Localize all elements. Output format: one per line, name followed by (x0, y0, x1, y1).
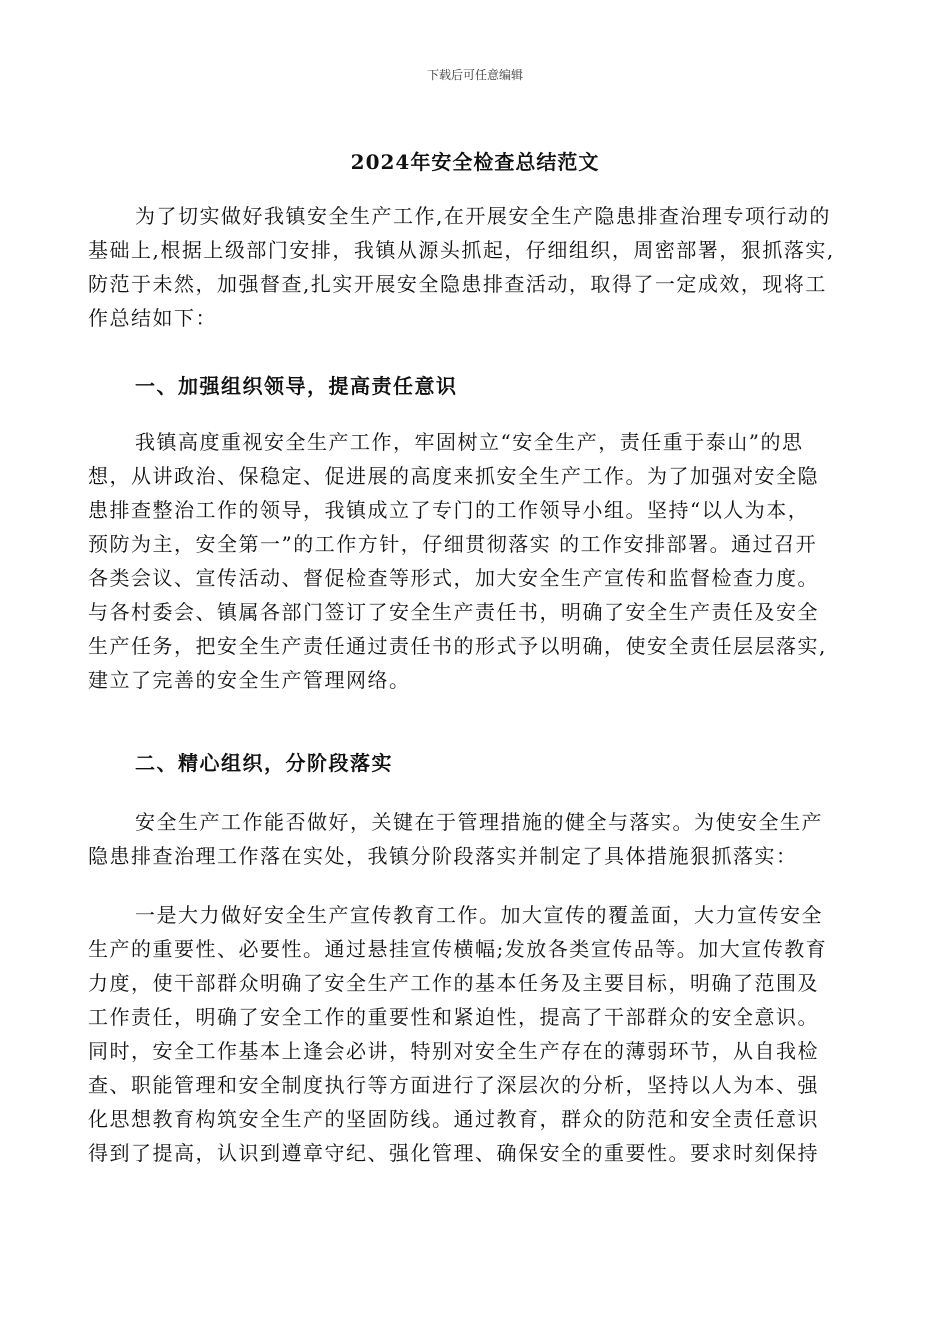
text-line: 我镇高度重视安全生产工作，牢固树立“安全生产，责任重于泰山”的思 (135, 430, 804, 454)
section-heading-1: 一、加强组织领导，提高责任意识 (135, 374, 458, 398)
text-line: 与各村委会、镇属各部门签订了安全生产责任书，明确了安全生产责任及安全 (88, 600, 819, 624)
section-2-paragraph-a (88, 805, 868, 873)
section-1-paragraph (88, 425, 868, 697)
text-line: 工作责任，明确了安全工作的重要性和紧迫性，提高了干部群众的安全意识。 (88, 1005, 819, 1029)
text-line: 建立了完善的安全生产管理网络。 (88, 668, 411, 692)
text-line: 一是大力做好安全生产宣传教育工作。加大宣传的覆盖面，大力宣传安全 (135, 903, 823, 927)
text-line: 隐患排查治理工作落在实处，我镇分阶段落实并制定了具体措施狠抓落实： (88, 844, 798, 868)
text-line: 生产任务，把安全生产责任通过责任书的形式予以明确，使安全责任层层落实, (88, 634, 827, 658)
text-line: 防范于未然，加强督查,扎实开展安全隐患排查活动，取得了一定成效，现将工 (88, 272, 827, 296)
text-line: 各类会议、宣传活动、督促检查等形式，加大安全生产宣传和监督检查力度。 (88, 566, 819, 590)
text-line: 作总结如下： (88, 306, 217, 330)
text-line: 预防为主，安全第一”的工作方针，仔细贯彻落实 的工作安排部署。通过召开 (88, 532, 818, 556)
header-note: 下载后可任意编辑 (426, 68, 523, 82)
text-line: 患排查整治工作的领导，我镇成立了专门的工作领导小组。坚持“以人为本， (88, 498, 810, 522)
text-line: 化思想教育构筑安全生产的坚固防线。通过教育，群众的防范和安全责任意识 (88, 1107, 819, 1131)
text-line: 想，从讲政治、保稳定、促进展的高度来抓安全生产工作。为了加强对安全隐 (88, 464, 819, 488)
section-heading-2: 二、精心组织，分阶段落实 (135, 751, 393, 775)
intro-paragraph (88, 199, 868, 335)
document-title: 2024年安全检查总结范文 (350, 150, 600, 174)
text-line: 查、职能管理和安全制度执行等方面进行了深层次的分析，坚持以人为本、强 (88, 1073, 819, 1097)
text-line: 同时，安全工作基本上逢会必讲，特别对安全生产存在的薄弱环节，从自我检 (88, 1039, 819, 1063)
text-line: 基础上,根据上级部门安排，我镇从源头抓起，仔细组织，周密部署，狠抓落实, (88, 238, 835, 262)
text-line: 生产的重要性、必要性。通过悬挂宣传横幅;发放各类宣传品等。加大宣传教育 (88, 937, 828, 961)
section-2-paragraph-b (88, 898, 868, 1170)
text-line: 为了切实做好我镇安全生产工作,在开展安全生产隐患排查治理专项行动的 (135, 204, 831, 228)
text-line: 力度，使干部群众明确了安全生产工作的基本任务及主要目标，明确了范围及 (88, 971, 819, 995)
text-line: 得到了提高，认识到遵章守纪、强化管理、确保安全的重要性。要求时刻保持 (88, 1141, 819, 1165)
text-line: 安全生产工作能否做好，关键在于管理措施的健全与落实。为使安全生产 (135, 810, 823, 834)
